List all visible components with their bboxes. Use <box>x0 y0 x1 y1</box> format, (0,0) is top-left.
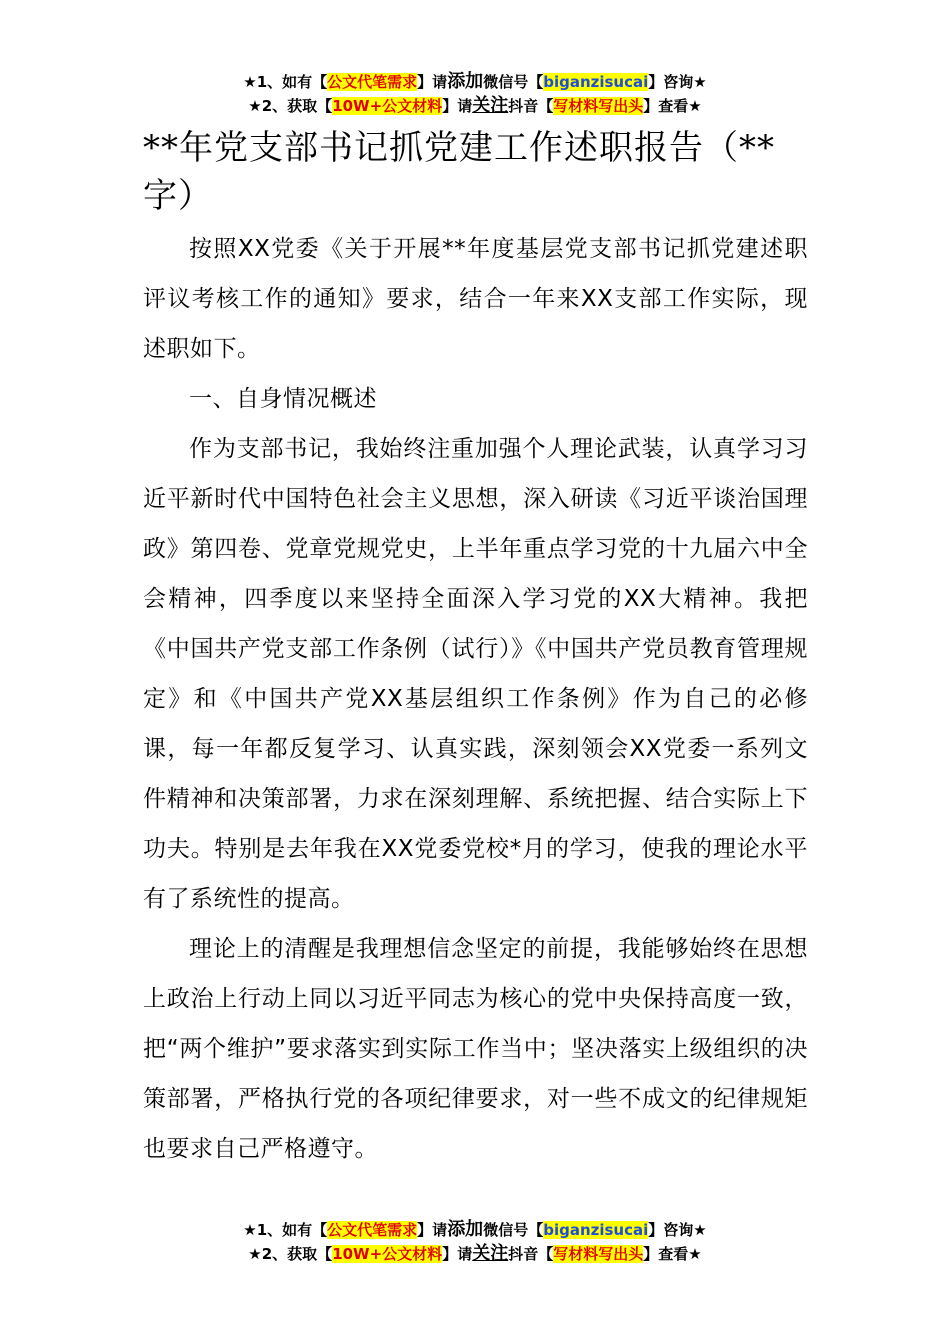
document-body <box>143 224 808 1174</box>
paragraph-intro: 按照XX党委《关于开展**年度基层党支部书记抓党建述职评议考核工作的通知》要求，结合一年来XX支部工作实际，现述职如下。 <box>143 236 808 362</box>
section-heading-1: 一、自身情况概述 <box>189 386 377 412</box>
banner-douyin-id: 写材料写出头 <box>553 97 644 115</box>
banner-line-2: ★2、获取【10W+公文材料】请关注抖音【写材料写出头】查看★ <box>248 95 702 116</box>
header-banner <box>0 70 950 118</box>
banner-highlight-materials: 10W+公文材料 <box>332 97 443 115</box>
footer-banner <box>0 1218 950 1266</box>
banner-highlight-service: 公文代笔需求 <box>327 73 418 91</box>
banner-wechat-id: biganzisucai <box>543 73 649 91</box>
footer-banner-line-2: ★2、获取【10W+公文材料】请关注抖音【写材料写出头】查看★ <box>248 1243 702 1264</box>
banner-line-1: ★1、如有【公文代笔需求】请添加微信号【biganzisucai】咨询★ <box>243 71 707 92</box>
paragraph-political-stance: 理论上的清醒是我理想信念坚定的前提，我能够始终在思想上政治上行动上同以习近平同志为核心的党中央保持高度一致，把“两个维护”要求落实到实际工作当中；坚决落实上级组织的决策部署，严格执行党的各项纪律要求，对一些不成文的纪律规矩也要求自己严格遵守。 <box>143 936 808 1162</box>
paragraph-theory-study: 作为支部书记，我始终注重加强个人理论武装，认真学习习近平新时代中国特色社会主义思想，深入研读《习近平谈治国理政》第四卷、党章党规党史，上半年重点学习党的十九届六中全会精神，四季度以来坚持全面深入学习党的XX大精神。我把《中国共产党支部工作条例（试行）》《中国共产党员教育管理规定》和《中国共产党XX基层组织工作条例》作为自己的必修课，每一年都反复学习、认真实践，深刻领会XX党委一系列文件精神和决策部署，力求在深刻理解、系统把握、结合实际上下功夫。特别是去年我在XX党委党校*月的学习，使我的理论水平有了系统性的提高。 <box>143 436 808 912</box>
footer-banner-line-1: ★1、如有【公文代笔需求】请添加微信号【biganzisucai】咨询★ <box>243 1219 707 1240</box>
document-title: **年党支部书记抓党建工作述职报告（**字） <box>143 128 775 216</box>
